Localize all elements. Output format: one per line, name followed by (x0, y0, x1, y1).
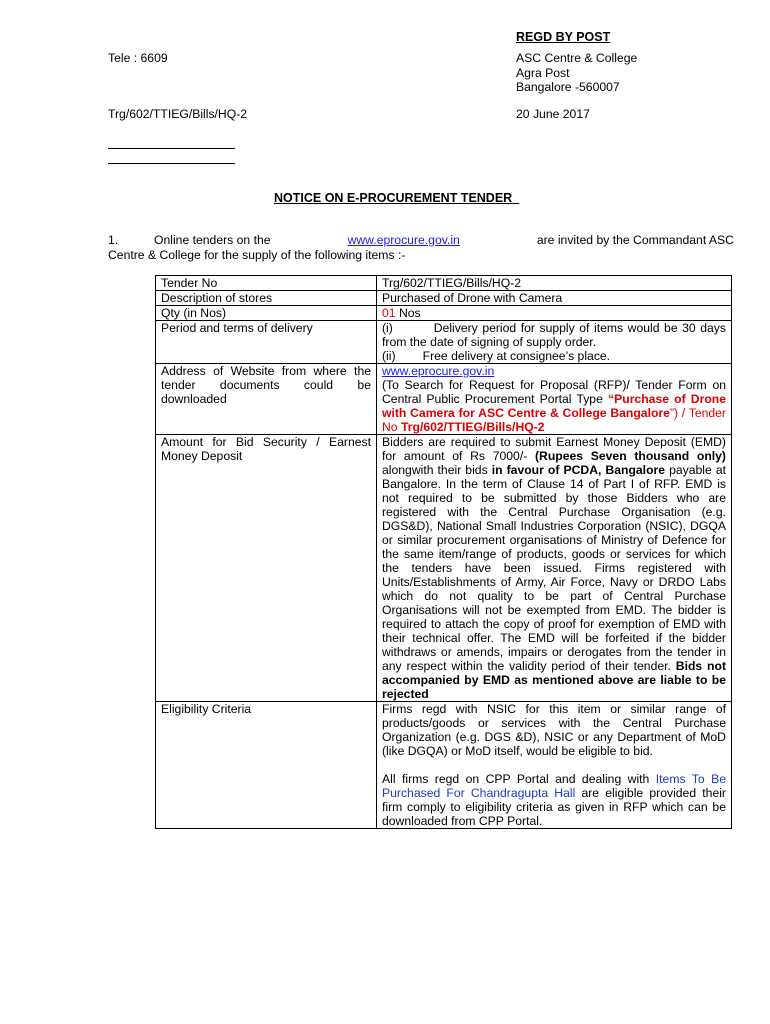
address-line-2: Agra Post (516, 65, 570, 80)
emd-text-3: payable at Bangalore. In the term of Clause 14 of Part I of RFP. EMD is not required to be submitted by those Bidders who are registered with the Central Purchase Organisation (e.g. DGS&D), National Small Industries Corporation (NSIC), DGQA or similar procurement organisations of Ministry of Defence for the same item/range of products, goods or services for which the tenders have been issued. Firms registered with Units/Establishments of Army, Air Force, Navy or DRDO Labs which do not quality to be part of Central Purchase Organisations will not be exempted from EMD. The bidder is required to attach the copy of proof for exemption of EMD with their technical offer. The EMD will be forfeited if the bidder withdraws or amends, impairs or derogates from the tender in any respect within the validity period of their tender. (382, 463, 726, 673)
label-description: Description of stores (156, 291, 377, 306)
emd-amount-words: (Rupees Seven thousand only) (534, 449, 726, 463)
website-link[interactable]: www.eprocure.gov.in (382, 364, 495, 378)
regd-by-post: REGD BY POST (516, 30, 611, 44)
tender-search-number: Trg/602/TTIEG/Bills/HQ-2 (400, 420, 545, 434)
label-qty: Qty (in Nos) (156, 306, 377, 321)
label-emd: Amount for Bid Security / Earnest Money Deposit (156, 435, 377, 702)
qty-number: 01 (382, 306, 396, 320)
sender-address (516, 51, 637, 95)
eligibility-items-a: Items To Be (655, 772, 726, 786)
table-row (156, 435, 732, 702)
intro-line-2: Centre & College for the supply of the following items :- (108, 247, 406, 262)
eligibility-para-2 (382, 772, 726, 828)
table-row (156, 364, 732, 435)
eligibility-text-d: are eligible provided their firm comply to eligibility criteria as given in RFP which can be downloaded from CPP Portal. (382, 786, 726, 828)
label-tender-no: Tender No (156, 276, 377, 291)
value-website (377, 364, 732, 435)
delivery-i-num: (i) (382, 321, 393, 335)
emd-text-2: alongwith their bids (382, 463, 488, 477)
value-tender-no: Trg/602/TTIEG/Bills/HQ-2 (377, 276, 732, 291)
value-emd (377, 435, 732, 702)
value-qty (377, 306, 732, 321)
reference-number: Trg/602/TTIEG/Bills/HQ-2 (108, 107, 248, 121)
address-line-1: ASC Centre & College (516, 51, 638, 65)
value-eligibility (377, 702, 732, 829)
intro-paragraph (108, 233, 734, 262)
label-eligibility: Eligibility Criteria (156, 702, 377, 829)
table-row (156, 276, 732, 291)
para-number: 1. (108, 233, 119, 247)
table-row (156, 321, 732, 364)
delivery-i-text: Delivery period for supply of items would be 30 days from the date of signing of supply order. (382, 321, 726, 349)
emd-text-1: Bidders are required to submit Earnest Money Deposit (EMD) for amount of Rs 7000/- (382, 435, 726, 463)
label-website: Address of Website from where the tender documents could be downloaded (156, 364, 377, 435)
tender-details-table (155, 275, 732, 829)
address-line-3: Bangalore -560007 (516, 80, 620, 94)
value-description: Purchased of Drone with Camera (377, 291, 732, 306)
value-delivery (377, 321, 732, 364)
eligibility-text-a: All firms regd on CPP Portal and dealing with (382, 772, 650, 786)
emd-rejection-note: Bids not accompanied by EMD as mentioned above are liable to be rejected (382, 659, 727, 701)
eligibility-items-b: Purchased For Chandragupta Hall (382, 786, 576, 800)
eligibility-para-1: Firms regd with NSIC for this item or similar range of products/goods or services with the Central Purchase Organization (e.g. DGS &D), NSIC or any Department of MoD (like DGQA) or MoD itself, would be eligible to bid. (382, 702, 726, 758)
table-row (156, 702, 732, 829)
delivery-ii-text: Free delivery at consignee’s place. (422, 349, 611, 363)
intro-text-post: are invited by the Commandant ASC (536, 233, 734, 247)
table-row (156, 306, 732, 321)
eprocure-link[interactable]: www.eprocure.gov.in (347, 233, 460, 247)
tele-number: Tele : 6609 (108, 51, 168, 65)
qty-unit: Nos (398, 306, 421, 320)
website-instruction: (To Search for Request for Proposal (RFP)/ Tender Form on Central Public Procurement Portal Type (382, 378, 726, 406)
intro-text-pre: Online tenders on the (154, 233, 271, 247)
tender-search-title: “Purchase of Drone with Camera for ASC Centre & College Bangalore (382, 392, 726, 420)
table-row (156, 291, 732, 306)
delivery-ii-num: (ii) (382, 349, 396, 363)
tender-search-mid: ”) / Tender No (382, 406, 726, 434)
emd-favour: in favour of PCDA, Bangalore (491, 463, 666, 477)
letter-date: 20 June 2017 (516, 107, 590, 121)
blank-line-2 (108, 163, 235, 164)
blank-line-1 (108, 148, 235, 149)
label-delivery: Period and terms of delivery (156, 321, 377, 364)
notice-title: NOTICE ON E-PROCUREMENT TENDER (274, 191, 513, 205)
